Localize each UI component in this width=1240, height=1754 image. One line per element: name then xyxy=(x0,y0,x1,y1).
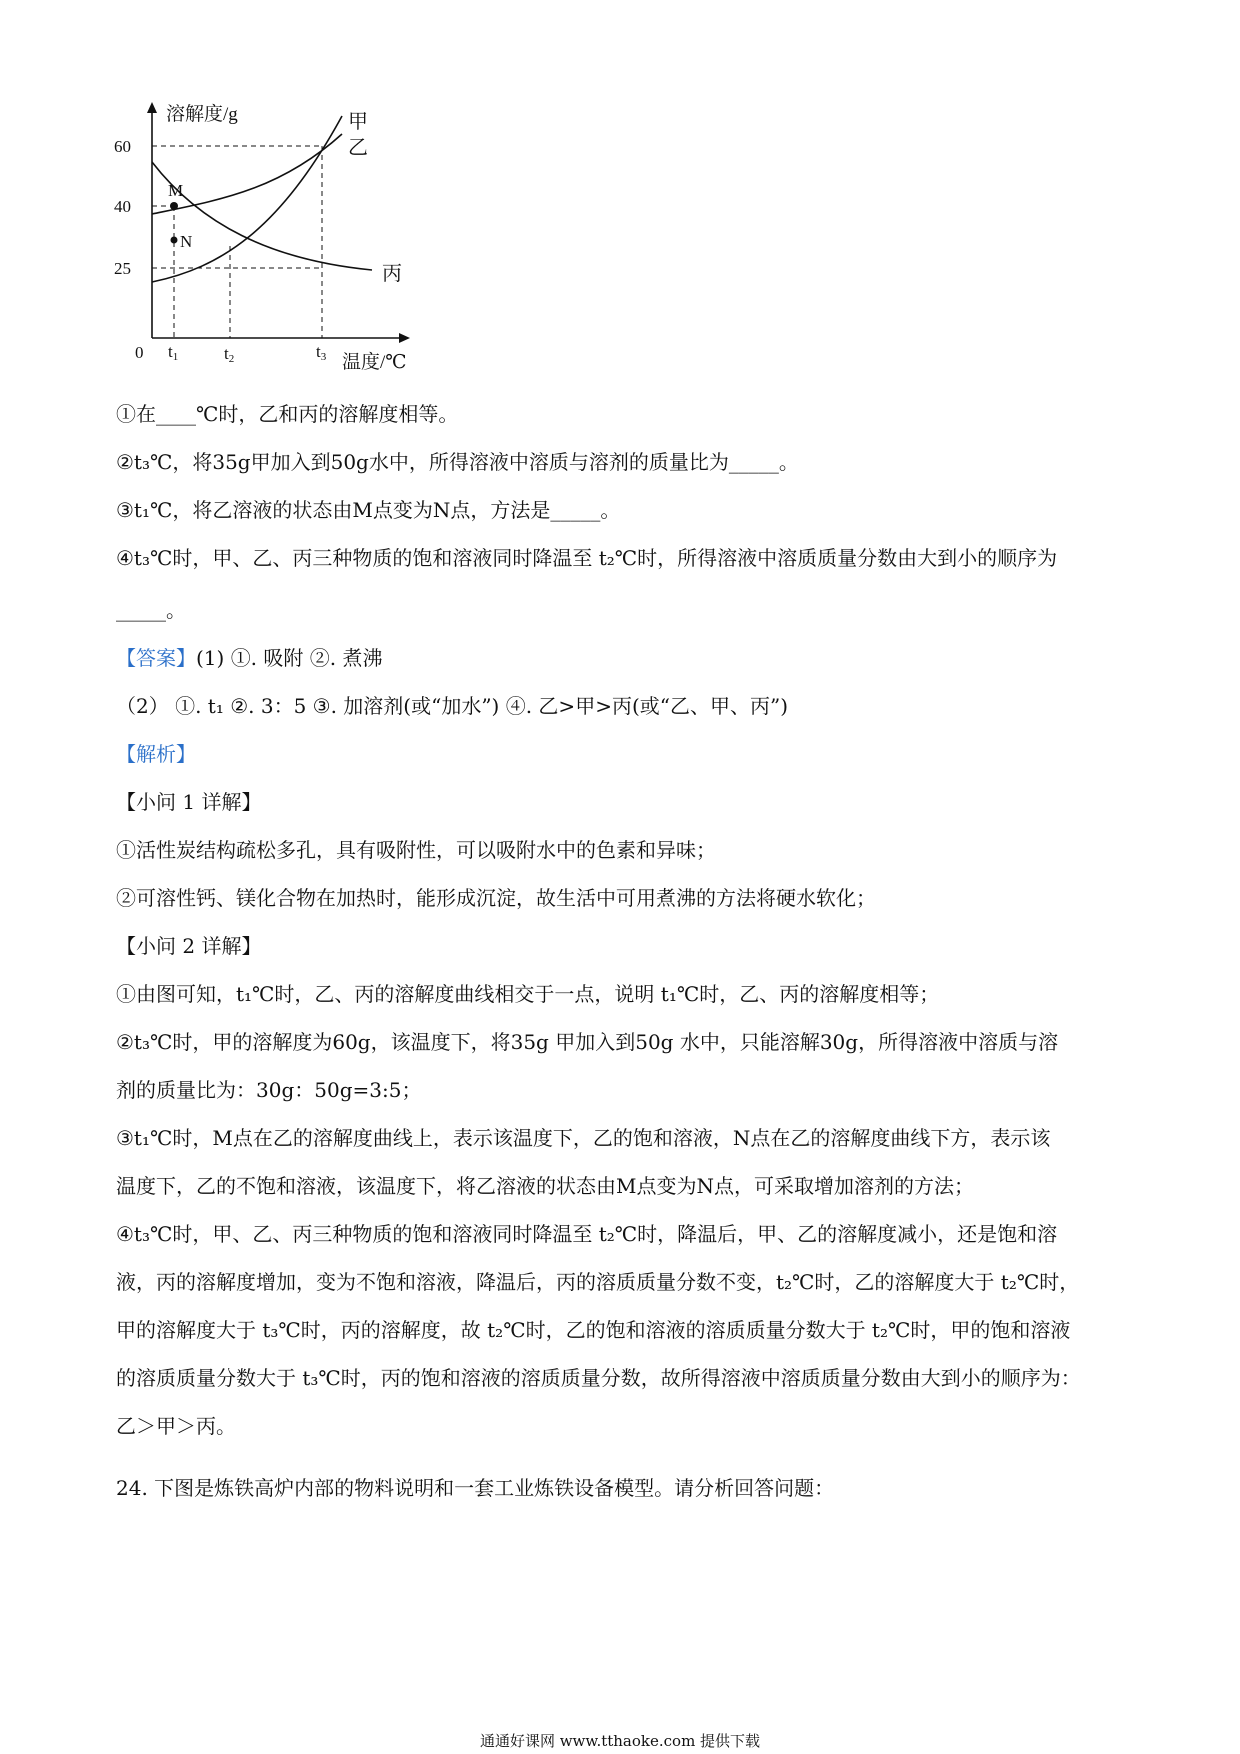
answer-label: 【答案】 xyxy=(116,646,196,670)
x-axis-label: 温度/℃ xyxy=(342,352,407,373)
footer: 通通好课网 www.tthaoke.com 提供下载 xyxy=(479,1732,761,1750)
series-label-bing: 丙 xyxy=(382,263,402,285)
question-2: ②t₃℃，将35g甲加入到50g水中，所得溶液中溶质与溶剂的质量比为_____。 xyxy=(116,450,799,474)
analysis-2-line-2: ②t₃℃时，甲的溶解度为60g，该温度下，将35g 甲加入到50g 水中，只能溶解30g，所得溶液中溶质与溶 xyxy=(116,1030,1059,1054)
answer-row-1-text: (1) ①. 吸附 ②. 煮沸 xyxy=(196,646,383,670)
question-3: ③t₁℃，将乙溶液的状态由M点变为N点，方法是_____。 xyxy=(116,498,621,522)
analysis-2-line-1: ①由图可知，t₁℃时，乙、丙的溶解度曲线相交于一点，说明 t₁℃时，乙、丙的溶解度相等； xyxy=(116,982,940,1006)
x-tick-t3: t3 xyxy=(316,342,327,363)
answer-row-2: （2） ①. t₁ ②. 3：5 ③. 加溶剂(或“加水”) ④. 乙>甲>丙(或“乙、甲、丙”) xyxy=(116,694,789,718)
y-tick-60: 60 xyxy=(114,137,131,156)
analysis-2-line-5: 温度下，乙的不饱和溶液，该温度下，将乙溶液的状态由M点变为N点，可采取增加溶剂的方法； xyxy=(116,1174,974,1198)
x-tick-t2: t2 xyxy=(224,344,235,365)
origin-label: 0 xyxy=(135,343,144,362)
question-1: ①在____℃时，乙和丙的溶解度相等。 xyxy=(116,402,459,426)
answer-row-1 xyxy=(116,644,382,672)
curve-bing xyxy=(152,162,372,270)
question-4: ④t₃℃时，甲、乙、丙三种物质的饱和溶液同时降温至 t₂℃时，所得溶液中溶质质量分数由大到小的顺序为 xyxy=(116,546,1058,570)
y-tick-25: 25 xyxy=(114,259,131,278)
analysis-2-line-6: ④t₃℃时，甲、乙、丙三种物质的饱和溶液同时降温至 t₂℃时，降温后，甲、乙的溶解度减小，还是饱和溶 xyxy=(116,1222,1058,1246)
analysis-1-line-1: ①活性炭结构疏松多孔，具有吸附性，可以吸附水中的色素和异味； xyxy=(116,838,716,862)
series-label-jia: 甲 xyxy=(348,111,368,133)
analysis-2-line-3: 剂的质量比为：30g：50g=3:5； xyxy=(116,1078,422,1102)
x-tick-t1: t1 xyxy=(168,342,179,363)
series-label-yi: 乙 xyxy=(348,137,368,159)
sub-heading-1: 【小问 1 详解】 xyxy=(116,790,262,814)
point-n-label: N xyxy=(180,232,193,251)
y-axis-label: 溶解度/g xyxy=(166,104,238,125)
question-4-blank: _____。 xyxy=(116,598,186,622)
analysis-1-line-2: ②可溶性钙、镁化合物在加热时，能形成沉淀，故生活中可用煮沸的方法将硬水软化； xyxy=(116,886,876,910)
y-tick-40: 40 xyxy=(114,197,131,216)
analysis-label: 【解析】 xyxy=(116,742,196,766)
analysis-2-line-8: 甲的溶解度大于 t₃℃时，丙的溶解度，故 t₂℃时，乙的饱和溶液的溶质质量分数大于 t₂℃时，甲的饱和溶液 xyxy=(116,1318,1071,1342)
y-axis-arrow xyxy=(147,102,157,113)
analysis-2-line-10: 乙＞甲＞丙。 xyxy=(116,1414,236,1438)
analysis-2-line-9: 的溶质质量分数大于 t₃℃时，丙的饱和溶液的溶质质量分数，故所得溶液中溶质质量分数由大到小的顺序为： xyxy=(116,1366,1081,1390)
sub-heading-2: 【小问 2 详解】 xyxy=(116,934,262,958)
analysis-2-line-4: ③t₁℃时，M点在乙的溶解度曲线上，表示该温度下，乙的饱和溶液，N点在乙的溶解度曲线下方，表示该 xyxy=(116,1126,1051,1150)
point-m xyxy=(170,202,178,210)
point-n xyxy=(171,237,178,244)
solubility-graph xyxy=(110,100,470,380)
analysis-2-line-7: 液，丙的溶解度增加，变为不饱和溶液，降温后，丙的溶质质量分数不变，t₂℃时，乙的溶解度大于 t₂℃时， xyxy=(116,1270,1080,1294)
point-m-label: M xyxy=(168,181,184,200)
question-24: 24. 下图是炼铁高炉内部的物料说明和一套工业炼铁设备模型。请分析回答问题： xyxy=(116,1476,835,1500)
x-axis-arrow xyxy=(399,333,410,343)
